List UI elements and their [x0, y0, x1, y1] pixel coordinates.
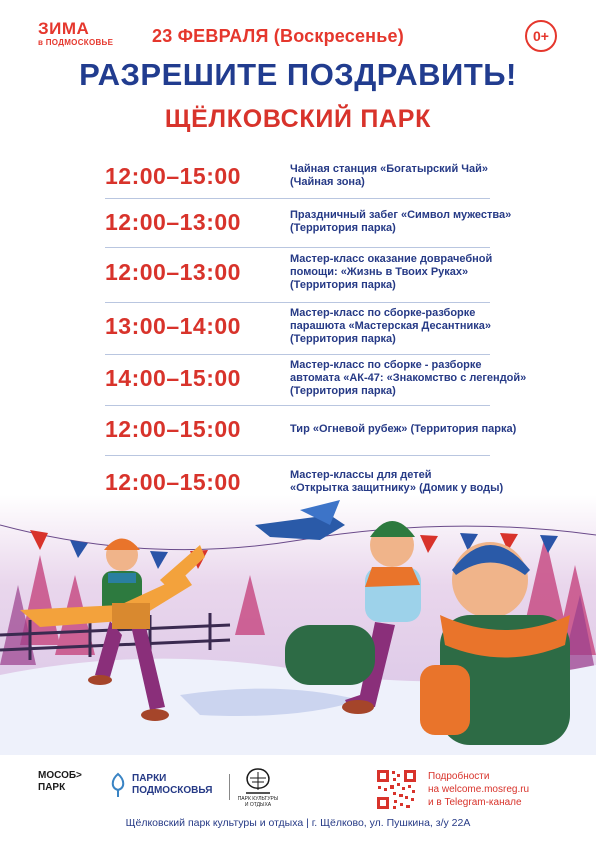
event-date: 23 ФЕВРАЛЯ (Воскресенье)	[152, 26, 404, 46]
schedule-row	[105, 196, 512, 248]
venue-title: ЩЁЛКОВСКИЙ ПАРК	[164, 105, 432, 133]
description-line: Мастер-классы для детей	[290, 469, 432, 481]
mosobl-park-logo	[38, 770, 82, 794]
schedule-time: 12:00–15:00	[105, 162, 241, 189]
description-line: (Чайная зона)	[290, 176, 365, 188]
parki-logo-line1: ПАРКИ	[132, 773, 167, 784]
park-logo-caption: ПАРК КУЛЬТУРЫ И ОТДЫХА	[237, 796, 279, 808]
description-line: «Открытка защитнику» (Домик у воды)	[290, 482, 504, 494]
schedule-description	[290, 196, 550, 248]
description-line: Тир «Огневой рубеж» (Территория парка)	[290, 422, 517, 435]
description-line: помощи: «Жизнь в Твоих Руках»	[290, 265, 469, 278]
schedule-description	[290, 150, 550, 202]
more-info-text	[428, 770, 529, 809]
park-address: Щёлковский парк культуры и отдыха | г. Щёлково, ул. Пушкина, з/у 22А	[125, 817, 471, 829]
zima-brand-logo	[38, 20, 116, 47]
schedule-description	[290, 300, 550, 352]
age-rating-badge: 0+	[525, 20, 557, 52]
description-line: (Территория парка)	[290, 278, 396, 291]
illustration-art	[0, 495, 596, 755]
description-line: Мастер-класс по сборке - разборке	[290, 358, 482, 371]
brand-main-text: ЗИМА	[38, 19, 90, 38]
parki-logo-line2: ПОДМОСКОВЬЯ	[132, 785, 213, 796]
description-line: (Территория парка)	[290, 384, 396, 397]
schedule-row	[105, 150, 495, 202]
schedule-description	[290, 403, 550, 455]
schedule-time: 14:00–15:00	[105, 364, 241, 391]
parki-podmoskovya-logo	[108, 772, 212, 798]
schedule-description	[290, 246, 550, 298]
schedule-time: 12:00–13:00	[105, 208, 241, 235]
brand-sub-text: в ПОДМОСКОВЬЕ	[38, 38, 114, 47]
headline: РАЗРЕШИТЕ ПОЗДРАВИТЬ!	[79, 57, 517, 92]
shchelkovo-park-logo	[236, 766, 280, 808]
tree-icon	[108, 772, 128, 798]
schedule-time: 12:00–15:00	[105, 468, 241, 495]
info-line-website[interactable]: на welcome.mosreg.ru	[428, 784, 530, 795]
description-line: автомата «АК-47: «Знакомство с легендой»	[290, 371, 527, 384]
mosob-logo-line1: МОСОБ>	[38, 770, 82, 781]
schedule-time: 12:00–13:00	[105, 258, 241, 285]
park-emblem-icon	[240, 766, 276, 796]
info-line-telegram[interactable]: и в Telegram-канале	[428, 797, 522, 808]
description-line: (Территория парка)	[290, 332, 396, 345]
description-line: (Территория парка)	[290, 222, 396, 234]
schedule-time: 12:00–15:00	[105, 415, 241, 442]
qr-code-icon[interactable]	[375, 768, 418, 811]
mosob-logo-line2: ПАРК	[38, 782, 66, 793]
description-line: Праздничный забег «Символ мужества»	[290, 209, 512, 221]
top-bar	[0, 0, 596, 60]
description-line: парашюта «Мастерская Десантника»	[290, 319, 492, 332]
description-line: Чайная станция «Богатырский Чай»	[290, 163, 488, 175]
winter-illustration	[0, 495, 596, 755]
description-line: Мастер-класс по сборке-разборке	[290, 306, 476, 319]
schedule-row	[105, 352, 527, 404]
info-line: Подробности	[428, 771, 490, 782]
schedule-time: 13:00–14:00	[105, 312, 241, 339]
description-line: Мастер-класс оказание доврачебной	[290, 252, 493, 265]
schedule-row	[105, 300, 495, 352]
schedule-row	[105, 246, 495, 298]
schedule-description	[290, 352, 550, 404]
footer	[0, 760, 596, 843]
schedule-row	[105, 403, 517, 455]
logo-divider	[229, 774, 230, 800]
